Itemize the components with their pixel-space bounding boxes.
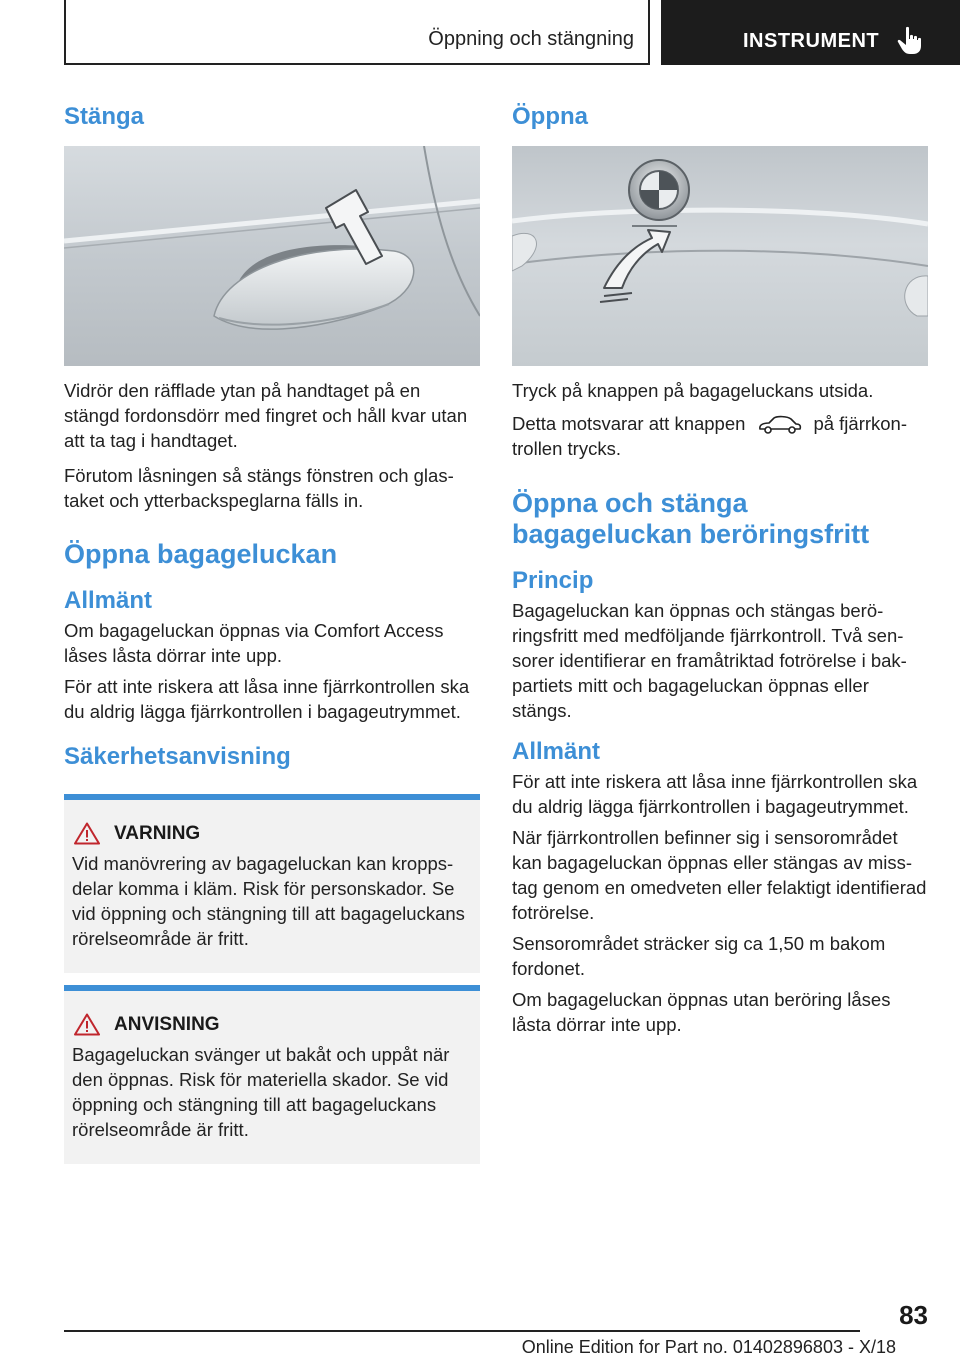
paragraph-with-icon — [512, 411, 928, 461]
warning-box — [64, 794, 480, 973]
paragraph: För att inte riskera att låsa inne fjärrkontrollen ska du aldrig lägga fjärrkontrollen i bagageutrymmet. — [512, 771, 918, 817]
heading-oppna: Öppna — [512, 103, 588, 130]
door-handle-illustration — [64, 146, 480, 366]
tailgate-car-icon — [757, 415, 803, 435]
left-column — [64, 100, 480, 1164]
warning-triangle-icon — [74, 822, 100, 845]
tailgate-button-illustration — [512, 146, 928, 366]
paragraph: När fjärrkontrollen befinner sig i sensorområdet kan bagageluckan öppnas eller stängas av misstag genom en omedveten eller felaktigt identifierad fotrörelse. — [512, 827, 927, 923]
paragraph: Om bagageluckan öppnas via Comfort Access låses låsta dörrar inte upp. — [64, 620, 444, 666]
right-column — [512, 100, 928, 1037]
heading-oppna-bagageluckan: Öppna bagageluckan — [64, 539, 338, 569]
header-rule-bottom — [64, 63, 650, 65]
paragraph: Om bagageluckan öppnas utan beröring låses låsta dörrar inte upp. — [512, 989, 891, 1035]
warning-title: VARNING — [114, 822, 201, 844]
heading-sakerhetsanvisning: Säkerhetsanvisning — [64, 743, 291, 770]
heading-allmant: Allmänt — [64, 587, 153, 614]
paragraph: För att inte riskera att låsa inne fjärrkontrollen ska du aldrig lägga fjärrkontrollen i bagageutrymmet. — [64, 676, 470, 722]
heading-stanga: Stänga — [64, 103, 145, 130]
pointing-hand-icon — [897, 26, 923, 56]
warning-text: Vid manövrering av bagageluckan kan kroppsdelar komma i kläm. Risk för personskador. Se vid öppning och stängning till att bagageluckans rörelseområde är fritt. — [72, 853, 465, 949]
footer-edition: Online Edition for Part no. 01402896803 - X/18 — [521, 1337, 896, 1357]
page-number: 83 — [899, 1300, 928, 1330]
header-chapter-tab[interactable] — [661, 0, 960, 65]
paragraph: Bagageluckan kan öppnas och stängas beröringsfritt med medföljande fjärrkontroll. Två sensorer identifierar en framåtriktad fotrörelse i bakpartiets mitt och bagageluckan öppnas eller stängs. — [512, 600, 907, 721]
heading-beroringsfritt: Öppna och stänga bagageluckan beröringsfritt — [512, 488, 870, 549]
warning-triangle-icon — [74, 1013, 100, 1036]
paragraph-text-before-icon: Detta motsvarar att knappen — [512, 413, 746, 434]
paragraph: Sensorområdet sträcker sig ca 1,50 m bakom fordonet. — [512, 933, 886, 979]
header-chapter-label: INSTRUMENT — [743, 30, 880, 52]
paragraph-text-after-icon: på fjärrkontrollen trycks. — [512, 413, 908, 459]
notice-box — [64, 985, 480, 1164]
heading-allmant: Allmänt — [512, 738, 601, 765]
header-rule-divider — [648, 0, 650, 64]
paragraph: Förutom låsningen så stängs fönstren och glastaket och ytterbackspeglarna fälls in. — [64, 465, 454, 511]
header-section-title: Öppning och stängning — [428, 28, 634, 50]
notice-title: ANVISNING — [114, 1013, 220, 1035]
footer-rule — [64, 1330, 860, 1332]
paragraph: Vidrör den räfflade ytan på handtaget på en stängd fordonsdörr med fingret och håll kvar utan att ta tag i handtaget. — [64, 380, 468, 451]
notice-text: Bagageluckan svänger ut bakåt och uppåt när den öppnas. Risk för materiella skador. Se vid öppning och stängning till att bagageluckans rörelseområde är fritt. — [72, 1044, 450, 1140]
paragraph: Tryck på knappen på bagageluckans utsida. — [512, 380, 874, 401]
heading-princip: Princip — [512, 567, 594, 594]
